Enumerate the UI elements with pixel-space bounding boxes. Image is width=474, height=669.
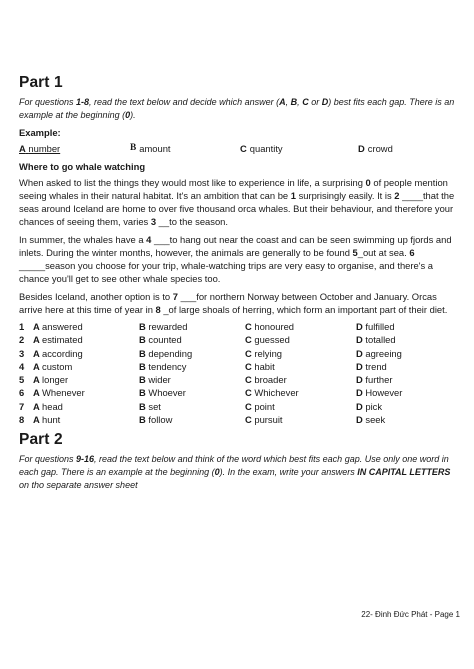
option-word: set [148,400,161,412]
paragraph-text: surprisingly easily. It is [295,190,395,201]
option-letter: A [33,414,43,426]
option-d [356,387,446,400]
option-word: answered [42,321,83,332]
text-title: Where to go whale watching [19,161,146,172]
option-word: Whoever [148,387,186,399]
option-word: quantity [249,143,283,154]
paragraph-text: Besides Iceland, another option is to [19,291,173,302]
option-d [356,334,446,347]
part2-heading: Part 2 [19,431,63,449]
option-d [356,348,446,361]
option-letter: B [139,374,149,386]
option-a [33,348,139,361]
option-a [33,401,139,414]
option-letter: D [356,321,366,332]
instr-sep: or [308,97,322,107]
option-word: Whichever [254,387,299,399]
part1-heading: Part 1 [19,74,63,91]
question-number: 6 [19,387,25,399]
option-word: point [254,400,275,412]
option-word: pursuit [254,414,283,426]
example-options [19,143,459,154]
option-c [245,348,356,361]
instr-range: 1-8 [76,97,90,107]
gap-number: 7 [172,291,178,302]
paragraph-text: ___for northern Norway between October and January. Orcas arrive here at this time of year in [19,291,437,315]
option-word: seek [365,414,386,426]
instr-text: ) best fits each gap. There is an example at the beginning ( [19,97,455,120]
answer-row [19,321,446,334]
option-letter: B [130,143,137,153]
option-letter: A [33,387,43,399]
example-label: Example: [19,127,61,138]
instr-letter: D [321,97,329,107]
option-b [139,361,245,374]
option-a [33,321,139,334]
option-letter: C [245,374,255,386]
option-letter: C [245,360,255,372]
option-c [245,387,356,400]
option-c [245,361,356,374]
instr-text: ). In the exam, write your answers [219,467,358,478]
option-letter: D [356,334,366,346]
option-word: counted [148,334,182,346]
instr-text: For questions [19,454,77,465]
option-word: hunt [42,414,61,426]
question-number: 7 [19,400,25,412]
example-option-a [19,143,130,154]
option-word: wider [148,374,171,386]
option-letter: B [139,347,149,359]
gap-number: 5 [352,247,358,258]
question-number: 1 [19,321,25,332]
paragraph-3 [19,290,459,316]
option-word: pick [365,400,383,412]
answer-row [19,374,446,387]
gap-number: 1 [290,190,296,201]
answer-options-table [19,321,446,427]
gap-number: 6 [409,247,415,258]
option-a [33,374,139,387]
answer-row [19,401,446,414]
answer-row [19,348,446,361]
option-word: further [365,374,393,386]
option-word: agreeing [365,347,402,359]
instr-caps: IN CAPITAL LETTERS [357,467,451,478]
document-page [19,74,459,497]
option-word: crowd [367,143,393,154]
option-letter: D [356,414,366,426]
option-word: trend [365,360,387,372]
option-letter: B [139,360,149,372]
gap-number: 3 [150,216,157,227]
option-a [33,414,139,427]
option-word: honoured [254,321,294,332]
instr-zero: 0 [125,110,131,120]
option-word: relying [254,347,282,359]
option-letter: C [240,143,247,154]
option-d [356,361,446,374]
option-word: custom [42,360,73,372]
paragraph-text: of people mention seeing whales in their natural habitat. It's an ambition that can be [19,177,448,201]
answer-rows [19,321,446,427]
option-letter: C [245,334,255,346]
option-letter: B [139,334,149,346]
option-word: number [28,143,61,154]
option-letter: D [358,143,365,154]
option-letter: C [245,321,255,332]
question-number: 2 [19,334,25,346]
option-word: totalled [365,334,396,346]
option-letter: D [356,387,366,399]
question-number: 5 [19,374,25,386]
option-letter: A [33,374,43,386]
paragraph-text: ____that the seas around Iceland are home to over five thousand orca whales. But their behaviour, and therefore your chances of seeing them, varies [19,190,455,227]
option-word: amount [139,143,171,154]
question-number: 3 [19,347,25,359]
instr-text: , read the text below and decide which answer ( [89,97,280,107]
option-letter: A [33,321,43,332]
option-word: tendency [148,360,187,372]
option-letter: D [356,360,366,372]
option-word: fulfilled [365,321,395,332]
option-letter: C [245,347,255,359]
option-b [139,414,245,427]
page-footer: 22- Đinh Đức Phát - Page 1 [361,610,460,619]
paragraph-text: When asked to list the things they would most like to experience in life, a surprising [19,177,366,188]
answer-row [19,361,446,374]
option-c [245,414,356,427]
instr-range: 9-16 [76,454,95,465]
example-option-c [240,143,358,154]
option-word: depending [148,347,193,359]
option-word: head [42,400,63,412]
answer-row [19,387,446,400]
option-d [356,374,446,387]
option-letter: B [139,321,149,332]
paragraph-text: ___to hang out near the coast and can be seen swimming up fjords and inlets. During the winter months, however, the animals are generally to be found [19,234,452,258]
paragraph-1 [19,176,459,228]
answer-row [19,414,446,427]
option-letter: B [139,400,149,412]
option-word: follow [148,414,173,426]
gap-number: 2 [394,190,400,201]
option-b [139,374,245,387]
option-a [33,361,139,374]
instr-letter: A [279,97,286,107]
option-letter: A [19,143,26,154]
option-letter: D [356,347,366,359]
option-word: rewarded [148,321,188,332]
paragraph-text: __to the season. [156,216,228,227]
option-a [33,387,139,400]
instr-letter: B [290,97,298,107]
option-letter: A [33,360,43,372]
option-word: broader [254,374,287,386]
option-letter: A [33,334,43,346]
option-word: Whenever [42,387,85,399]
option-word: habit [254,360,275,372]
option-b [139,401,245,414]
option-c [245,374,356,387]
question-number: 4 [19,360,25,372]
instr-sep: , [297,97,303,107]
option-word: guessed [254,334,290,346]
paragraph-text: _____season you choose for your trip, whale-watching trips are very easy to organise, and there's a chance you'll get to see other whale species too. [19,260,434,284]
example-option-d [358,143,393,154]
instr-text: , read the text below and think of the word which best fits each gap. Use only one word in each gap. There is an example at the beginning ( [19,454,449,478]
option-d [356,401,446,414]
paragraph-text: _of large shoals of herring, which form an important part of their diet. [160,304,448,315]
instr-text: on tho separate answer sheet [19,480,138,491]
example-option-b [130,143,240,154]
option-d [356,321,446,334]
option-c [245,334,356,347]
gap-number: 0 [365,177,371,188]
option-letter: D [356,400,366,412]
option-b [139,334,245,347]
option-letter: C [245,387,255,399]
option-letter: D [356,374,366,386]
gap-number: 4 [146,234,152,245]
answer-row [19,334,446,347]
instr-text: ). [130,110,136,120]
question-number: 8 [19,414,25,426]
option-c [245,321,356,334]
gap-number: 8 [155,304,161,315]
option-d [356,414,446,427]
part2-instructions [19,453,459,492]
paragraph-2 [19,233,459,285]
option-letter: C [245,400,255,412]
option-b [139,348,245,361]
option-letter: B [139,387,149,399]
option-letter: A [33,400,43,412]
instr-letter: C [302,97,309,107]
paragraph-text: _out at sea. [357,247,410,258]
instr-text: For questions [19,97,77,107]
option-letter: B [139,414,149,426]
option-letter: C [245,414,255,426]
instr-sep: , [285,97,291,107]
option-word: estimated [42,334,83,346]
option-word: However [365,387,403,399]
option-b [139,321,245,334]
option-letter: A [33,347,43,359]
option-a [33,334,139,347]
part1-instructions [19,96,459,122]
paragraph-text: In summer, the whales have a [19,234,147,245]
option-c [245,401,356,414]
option-b [139,387,245,400]
option-word: according [42,347,83,359]
option-word: longer [42,374,69,386]
instr-zero: 0 [214,467,220,478]
